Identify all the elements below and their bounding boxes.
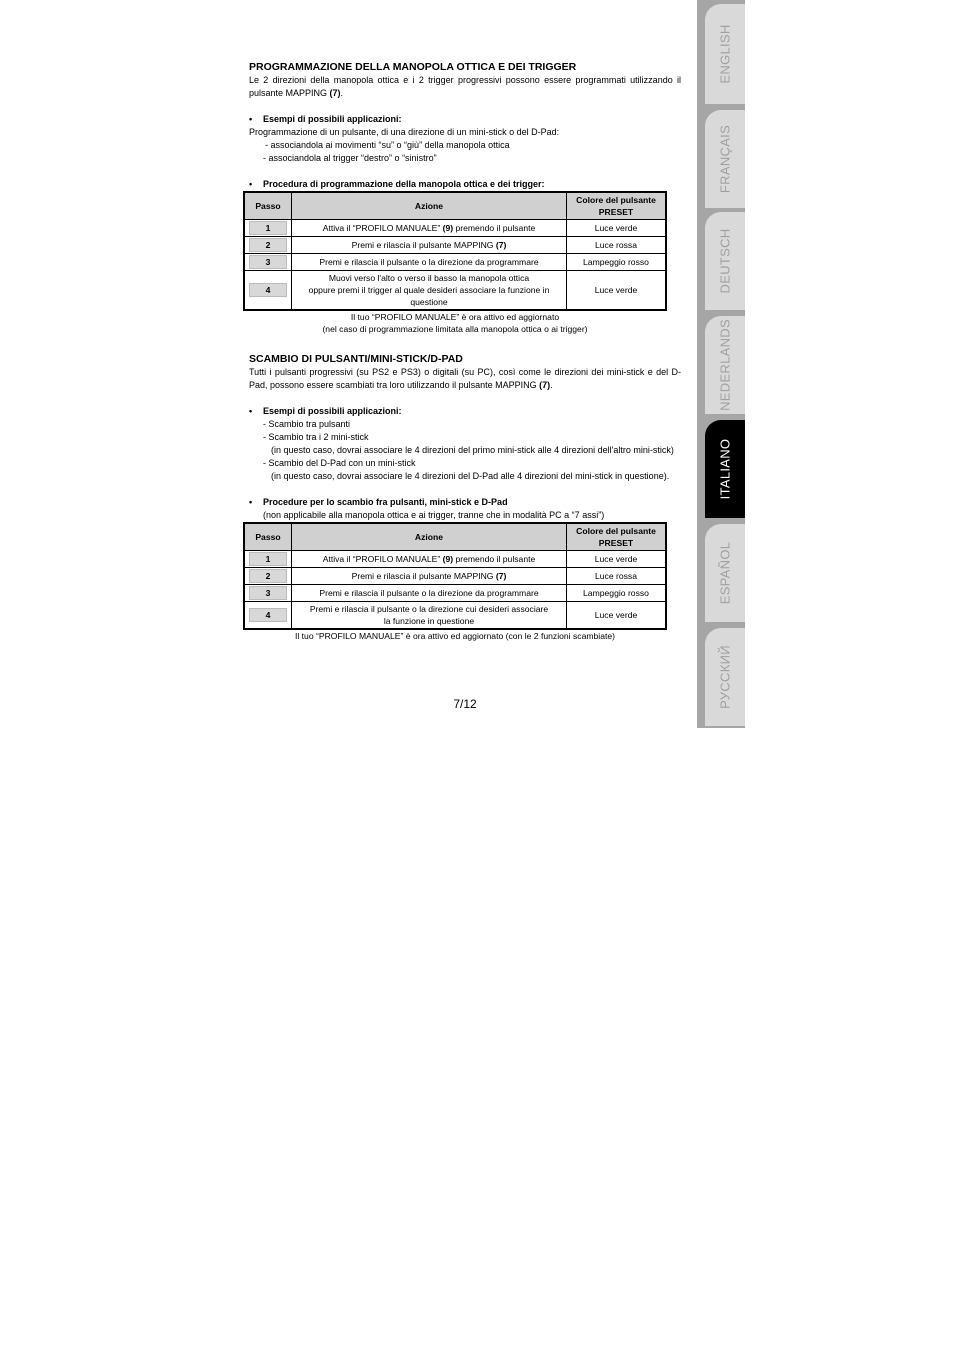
- section2-example-3-note: (in questo caso, dovrai associare le 4 direzioni del D-Pad alle 4 direzioni del mini-stick in questione).: [271, 471, 670, 481]
- section2-note-1: Il tuo “PROFILO MANUALE” è ora attivo ed aggiornato (con le 2 funzioni scambiate): [294, 631, 616, 641]
- section2-procedure-heading: • Procedure per lo scambio fra pulsanti, mini-stick e D-Pad: [249, 496, 681, 509]
- action-cell: Attiva il “PROFILO MANUALE” (9) premendo il pulsante: [292, 220, 567, 237]
- section1-procedure-table: [243, 191, 667, 311]
- action-cell: Attiva il “PROFILO MANUALE” (9) premendo il pulsante: [292, 551, 567, 568]
- section2-procedure-table: [243, 522, 667, 630]
- section2-examples-heading: • Esempi di possibili applicazioni:: [249, 405, 681, 418]
- section2-title: SCAMBIO DI PULSANTI/MINI-STICK/D-PAD: [249, 353, 463, 365]
- section2-example-3: - Scambio del D-Pad con un mini-stick: [263, 458, 416, 468]
- table-row: [244, 602, 666, 630]
- section1-example-sub1: - associandola ai movimenti “su” o “giù” della manopola ottica: [265, 140, 510, 150]
- language-tab-strip: [697, 0, 745, 728]
- tab-francais[interactable]: FRANÇAIS: [705, 110, 745, 208]
- page-content: [249, 60, 681, 642]
- color-cell: Luce verde: [567, 271, 667, 311]
- color-cell: Lampeggio rosso: [567, 254, 667, 271]
- action-cell: Premi e rilascia il pulsante o la direzione cui desideri associare la funzione in questione: [292, 602, 567, 630]
- action-cell: Muovi verso l'alto o verso il basso la manopola ottica oppure premi il trigger al quale desideri associare la funzione in questione: [292, 271, 567, 311]
- step-cell: 1: [244, 551, 292, 568]
- col-action-header: Azione: [292, 523, 567, 551]
- tab-nederlands[interactable]: NEDERLANDS: [705, 316, 745, 414]
- tab-espanol[interactable]: ESPAÑOL: [705, 524, 745, 622]
- section2-intro: Tutti i pulsanti progressivi (su PS2 e PS3) o digitali (su PC), così come le direzioni dei mini-stick e del D-Pad, possono essere scambiati tra loro utilizzando il pulsante MAPPING (7).: [249, 367, 681, 390]
- color-cell: Luce verde: [567, 220, 667, 237]
- section1-intro: Le 2 direzioni della manopola ottica e i 2 trigger progressivi possono essere programmati utilizzando il pulsante MAPPING (7).: [249, 75, 681, 98]
- section1-note-1: Il tuo “PROFILO MANUALE” è ora attivo ed aggiornato: [350, 312, 560, 322]
- table-row: [244, 271, 666, 311]
- tab-deutsch[interactable]: DEUTSCH: [705, 212, 745, 310]
- action-cell: Premi e rilascia il pulsante o la direzione da programmare: [292, 585, 567, 602]
- color-cell: Luce verde: [567, 602, 667, 630]
- step-cell: 3: [244, 585, 292, 602]
- step-cell: 1: [244, 220, 292, 237]
- section1-note-2: (nel caso di programmazione limitata alla manopola ottica o ai trigger): [322, 324, 588, 334]
- section1-examples-line: Programmazione di un pulsante, di una direzione di un mini-stick o del D-Pad:: [249, 127, 560, 137]
- section2-procedure-sub: (non applicabile alla manopola ottica e ai trigger, tranne che in modalità PC a “7 assi”): [263, 510, 605, 520]
- step-cell: 4: [244, 602, 292, 630]
- table-row: [244, 220, 666, 237]
- section2-example-2-note: (in questo caso, dovrai associare le 4 direzioni del primo mini-stick alle 4 direzioni dell'altro mini-stick): [271, 445, 674, 455]
- table-header-row: [244, 523, 666, 551]
- section1-title: PROGRAMMAZIONE DELLA MANOPOLA OTTICA E DEI TRIGGER: [249, 61, 577, 73]
- tab-english[interactable]: ENGLISH: [705, 4, 745, 104]
- step-cell: 2: [244, 237, 292, 254]
- color-cell: Luce rossa: [567, 237, 667, 254]
- section2-example-1: - Scambio tra pulsanti: [263, 419, 351, 429]
- table-row: [244, 237, 666, 254]
- tab-russian[interactable]: РУССКИЙ: [705, 628, 745, 726]
- step-cell: 2: [244, 568, 292, 585]
- section1-examples-heading: • Esempi di possibili applicazioni:: [249, 113, 681, 126]
- step-cell: 4: [244, 271, 292, 311]
- col-color-header: Colore del pulsante PRESET: [567, 523, 667, 551]
- col-color-header: Colore del pulsante PRESET: [567, 192, 667, 220]
- step-cell: 3: [244, 254, 292, 271]
- section1-procedure-heading: • Procedura di programmazione della manopola ottica e dei trigger:: [249, 178, 681, 191]
- table-row: [244, 585, 666, 602]
- color-cell: Luce rossa: [567, 568, 667, 585]
- action-cell: Premi e rilascia il pulsante MAPPING (7): [292, 568, 567, 585]
- page-number: 7/12: [453, 697, 477, 711]
- table-row: [244, 254, 666, 271]
- action-cell: Premi e rilascia il pulsante o la direzione da programmare: [292, 254, 567, 271]
- col-step-header: Passo: [244, 192, 292, 220]
- col-step-header: Passo: [244, 523, 292, 551]
- tab-italiano[interactable]: ITALIANO: [705, 420, 745, 518]
- action-cell: Premi e rilascia il pulsante MAPPING (7): [292, 237, 567, 254]
- table-row: [244, 568, 666, 585]
- color-cell: Lampeggio rosso: [567, 585, 667, 602]
- table-header-row: [244, 192, 666, 220]
- section2-example-2: - Scambio tra i 2 mini-stick: [263, 432, 369, 442]
- col-action-header: Azione: [292, 192, 567, 220]
- color-cell: Luce verde: [567, 551, 667, 568]
- table-row: [244, 551, 666, 568]
- section1-example-sub2: - associandola al trigger “destro” o “sinistro”: [263, 153, 437, 163]
